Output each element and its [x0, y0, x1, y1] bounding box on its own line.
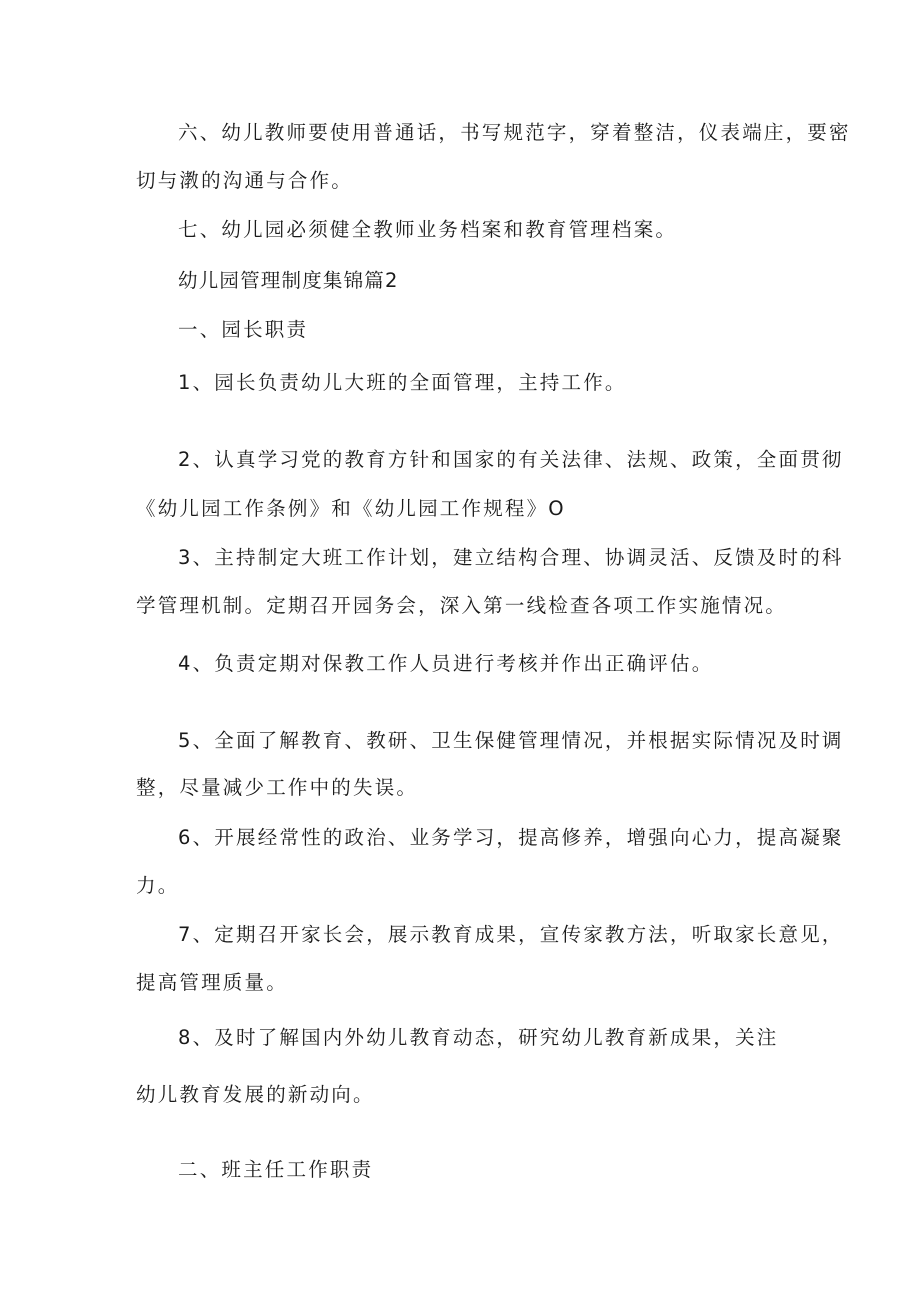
paragraph-line: 幼儿教育发展的新动向。 [136, 1083, 375, 1106]
section-heading: 一、园长职责 [178, 318, 309, 341]
paragraph-line: 4、负责定期对保教工作人员进行考核并作出正确评估。 [178, 652, 714, 675]
paragraph-line: 七、幼儿园必须健全教师业务档案和教育管理档案。 [178, 218, 678, 241]
paragraph-line: 切与漖的沟通与合作。 [136, 169, 354, 192]
paragraph-line: 学管理机制。定期召开园务会，深入第一线检查各项工作实施情况。 [136, 594, 788, 617]
paragraph-line: 《幼儿园工作条例》和《幼儿园工作规程》O [136, 497, 566, 520]
paragraph-line: 7、定期召开家长会，展示教育成果，宣传家教方法，听取家长意见， [178, 923, 844, 946]
section-heading: 二、班主任工作职责 [178, 1158, 374, 1181]
paragraph-line: 1、园长负责幼儿大班的全面管理，主持工作。 [178, 371, 627, 394]
paragraph-line: 8、及时了解国内外幼儿教育动态，研究幼儿教育新成果，关注 [178, 1026, 779, 1049]
paragraph-line: 3、主持制定大班工作计划，建立结构合理、协调灵活、反馈及时的科 [178, 546, 844, 569]
paragraph-line: 5、全面了解教育、教研、卫生保健管理情况，并根据实际情况及时调 [178, 729, 844, 752]
paragraph-line: 2、认真学习党的教育方针和国家的有关法律、法规、政策，全面贯彻 [178, 448, 844, 471]
paragraph-line: 6、开展经常性的政治、业务学习，提高修养，增强向心力，提高凝聚 [178, 826, 844, 849]
paragraph-line: 整，尽量减少工作中的失误。 [136, 776, 419, 799]
paragraph-line: 提高管理质量。 [136, 971, 288, 994]
section-title: 幼儿园管理制度集锦篇2 [178, 269, 399, 292]
paragraph-line: 六、幼儿教师要使用普通话，书写规范字，穿着整洁，仪表端庄，要密 [178, 121, 851, 144]
paragraph-line: 力。 [136, 874, 180, 897]
